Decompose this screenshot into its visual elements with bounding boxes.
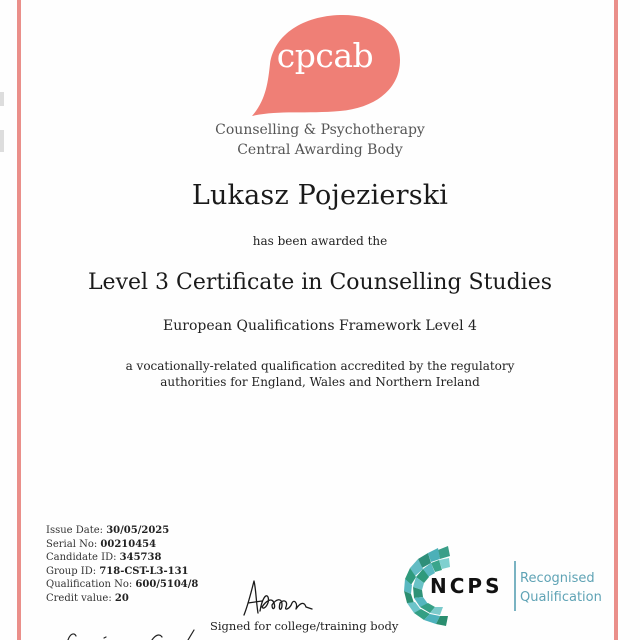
- detail-value: 600/5104/8: [135, 579, 199, 590]
- detail-value: 00210454: [100, 538, 157, 550]
- detail-value: 20: [114, 592, 129, 604]
- detail-credit-value: [46, 592, 198, 606]
- description-line1: a vocationally-related qualification accredited by the regulatory: [125, 359, 515, 373]
- org-name-line2: Central Awarding Body: [237, 142, 403, 158]
- qualification-title: Level 3 Certificate in Counselling Studies: [87, 270, 553, 295]
- signed-for-label: Signed for college/training body: [210, 619, 399, 633]
- detail-value: 30/05/2025: [106, 525, 170, 536]
- ncps-wordmark: NCPS: [430, 574, 503, 598]
- scan-artifact: [0, 130, 4, 152]
- detail-label: Issue Date:: [46, 525, 107, 536]
- qualification-label: Qualification: [520, 590, 602, 605]
- right-border-line: [614, 0, 618, 640]
- detail-issue-date: [46, 524, 198, 538]
- signature-icon: [238, 575, 318, 620]
- awarded-text: has been awarded the: [252, 234, 388, 248]
- recipient-name: Lukasz Pojezierski: [191, 180, 449, 211]
- scan-artifact: [0, 92, 4, 106]
- certificate-details: [46, 524, 198, 605]
- second-signature-icon: [60, 628, 200, 640]
- left-border-line: [17, 0, 21, 640]
- cpcab-wordmark: cpcab: [276, 36, 374, 75]
- detail-label: Qualification No:: [46, 579, 136, 590]
- eqf-level: European Qualifications Framework Level 4: [163, 318, 477, 334]
- detail-label: Candidate ID:: [46, 552, 120, 563]
- detail-label: Serial No:: [46, 538, 101, 550]
- detail-group-id: [46, 565, 198, 579]
- detail-value: 718-CST-L3-131: [99, 565, 189, 577]
- detail-label: Credit value:: [46, 592, 115, 604]
- ncps-divider: [514, 561, 516, 611]
- detail-candidate-id: [46, 551, 198, 565]
- org-name-line1: Counselling & Psychotherapy: [215, 122, 425, 138]
- detail-value: 345738: [119, 552, 162, 563]
- recognised-label: Recognised: [520, 571, 595, 586]
- detail-qualification-no: [46, 578, 198, 592]
- description-line2: authorities for England, Wales and Northern Ireland: [160, 375, 480, 389]
- detail-serial-no: [46, 538, 198, 552]
- detail-label: Group ID:: [46, 565, 100, 577]
